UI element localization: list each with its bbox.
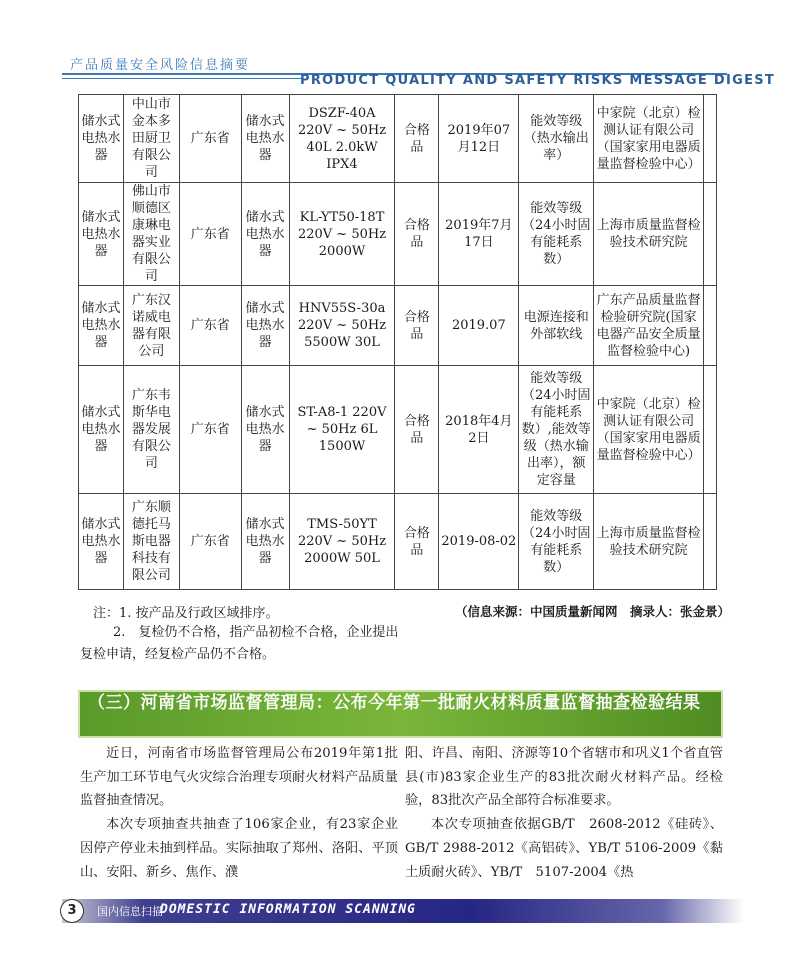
spec-cell: DSZF-40A 220V ~ 50Hz 40L 2.0kW IPX4 (289, 95, 395, 183)
spec-cell: HNV55S-30a 220V ~ 50Hz 5500W 30L (289, 286, 395, 366)
paragraph: 本次专项抽查共抽查了106家企业，有23家企业因停产停业未抽到样品。实际抽取了郑州、洛阳、平顶山、安阳、新乡、焦作、濮 (80, 817, 398, 880)
enterprise-cell: 广东顺德托马斯电器科技有限公司 (123, 494, 179, 590)
results-table (78, 94, 717, 590)
date-cell: 2019.07 (439, 286, 519, 366)
lab-cell: 广东产品质量监督检验研究院(国家电器产品安全质量监督检验中心) (594, 286, 704, 366)
product-cell: 储水式电热水器 (79, 494, 124, 590)
grade-cell: 合格品 (395, 366, 439, 494)
category-cell: 储水式电热水器 (241, 494, 289, 590)
region-cell: 广东省 (179, 366, 241, 494)
grade-cell: 合格品 (395, 494, 439, 590)
grade-cell: 合格品 (395, 95, 439, 183)
grade-cell: 合格品 (395, 183, 439, 286)
enterprise-cell: 广东韦斯华电器发展有限公司 (123, 366, 179, 494)
spec-cell: KL-YT50-18T 220V ~ 50Hz 2000W (289, 183, 395, 286)
region-cell: 广东省 (179, 286, 241, 366)
blank-cell (703, 95, 716, 183)
item-cell: 能效等级（24小时固有能耗系数）,能效等级（热水输出率），额定容量 (519, 366, 594, 494)
source-attribution: （信息来源：中国质量新闻网 摘录人：张金景） (455, 604, 731, 619)
enterprise-cell: 中山市金本多田厨卫有限公司 (123, 95, 179, 183)
grade-cell: 合格品 (395, 286, 439, 366)
running-header-cn: 产品质量安全风险信息摘要 (70, 58, 251, 73)
product-cell: 储水式电热水器 (79, 286, 124, 366)
date-cell: 2019年07月12日 (439, 95, 519, 183)
category-cell: 储水式电热水器 (241, 286, 289, 366)
spec-cell: TMS-50YT 220V ~ 50Hz 2000W 50L (289, 494, 395, 590)
item-cell: 能效等级（24小时固有能耗系数） (519, 183, 594, 286)
blank-cell (703, 183, 716, 286)
footer-label-cn: 国内信息扫描 (97, 905, 163, 918)
page-number: 3 (60, 899, 84, 923)
item-cell: 能效等级（24小时固有能耗系数） (519, 494, 594, 590)
blank-cell (703, 494, 716, 590)
paragraph: 本次专项抽查依据GB/T 2608-2012《硅砖》、GB/T 2988-2012《高铝砖》、YB/T 5106-2009《黏土质耐火砖》、YB/T 5107-2004《热 (405, 817, 723, 880)
item-cell: 能效等级（热水输出率） (519, 95, 594, 183)
blank-cell (703, 286, 716, 366)
body-column-left (80, 742, 398, 884)
date-cell: 2019年7月17日 (439, 183, 519, 286)
lab-cell: 中家院（北京）检测认证有限公司（国家家用电器质量监督检验中心） (594, 366, 704, 494)
region-cell: 广东省 (179, 183, 241, 286)
table-row (79, 286, 717, 366)
running-header-en: PRODUCT QUALITY AND SAFETY RISKS MESSAGE DIGEST (300, 73, 776, 88)
table-row (79, 366, 717, 494)
header-rule-thin (62, 78, 302, 79)
table-row (79, 95, 717, 183)
table-note-1: 注：1. 按产品及行政区域排序。 (93, 606, 279, 621)
product-cell: 储水式电热水器 (79, 366, 124, 494)
category-cell: 储水式电热水器 (241, 183, 289, 286)
paragraph: 近日，河南省市场监督管理局公布2019年第1批生产加工环节电气火灾综合治理专项耐火材料产品质量监督抽查情况。 (80, 746, 398, 809)
lab-cell: 上海市质量监督检验技术研究院 (594, 494, 704, 590)
enterprise-cell: 佛山市顺德区康琳电器实业有限公司 (123, 183, 179, 286)
section-heading: （三）河南省市场监督管理局：公布今年第一批耐火材料质量监督抽查检验结果 (88, 693, 701, 713)
table-row (79, 494, 717, 590)
region-cell: 广东省 (179, 95, 241, 183)
category-cell: 储水式电热水器 (241, 366, 289, 494)
category-cell: 储水式电热水器 (241, 95, 289, 183)
paragraph: 阳、许昌、南阳、济源等10个省辖市和巩义1个省直管县(市)83家企业生产的83批次耐火材料产品。经检验，83批次产品全部符合标准要求。 (405, 746, 723, 809)
table-note-2: 2. 复检仍不合格，指产品初检不合格，企业提出复检申请，经复检产品仍不合格。 (80, 625, 399, 662)
footer-label-en: DOMESTIC INFORMATION SCANNING (160, 902, 416, 917)
region-cell: 广东省 (179, 494, 241, 590)
date-cell: 2019-08-02 (439, 494, 519, 590)
body-column-right (405, 742, 723, 884)
date-cell: 2018年4月2日 (439, 366, 519, 494)
product-cell: 储水式电热水器 (79, 183, 124, 286)
blank-cell (703, 366, 716, 494)
lab-cell: 上海市质量监督检验技术研究院 (594, 183, 704, 286)
enterprise-cell: 广东汉诺威电器有限公司 (123, 286, 179, 366)
spec-cell: ST-A8-1 220V ~ 50Hz 6L 1500W (289, 366, 395, 494)
product-cell: 储水式电热水器 (79, 95, 124, 183)
item-cell: 电源连接和外部软线 (519, 286, 594, 366)
table-row (79, 183, 717, 286)
lab-cell: 中家院（北京）检测认证有限公司（国家家用电器质量监督检验中心） (594, 95, 704, 183)
section-banner (78, 690, 723, 738)
